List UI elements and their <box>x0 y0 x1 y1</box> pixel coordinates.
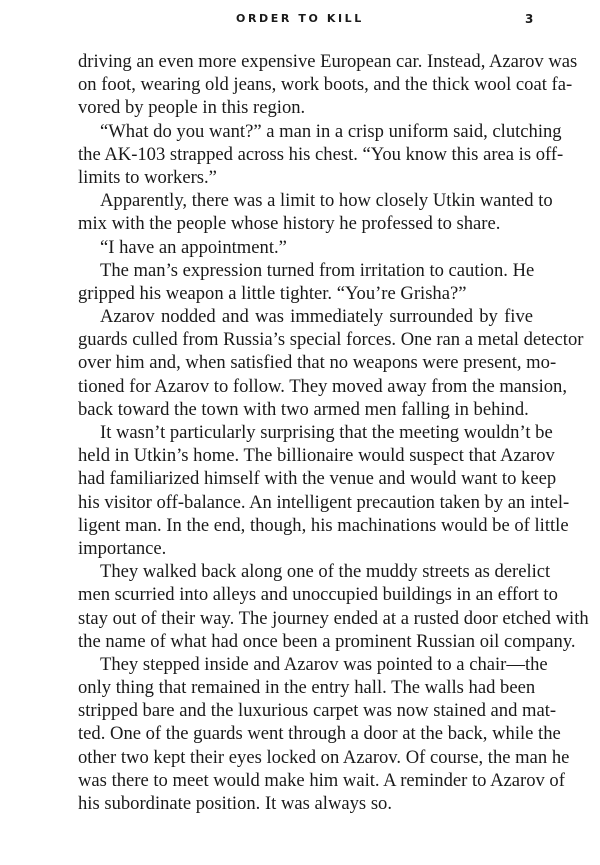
text-line: They stepped inside and Azarov was pointed to a chair—the <box>100 653 548 675</box>
page-number: 3 <box>525 12 534 26</box>
text-line: over him and, when satisfied that no weapons were present, mo- <box>78 352 557 374</box>
text-line: mix with the people whose history he professed to share. <box>78 213 501 235</box>
text-line: on foot, wearing old jeans, work boots, and the thick wool coat fa- <box>78 74 573 96</box>
text-line: vored by people in this region. <box>78 97 306 119</box>
text-line: back toward the town with two armed men falling in behind. <box>78 398 529 420</box>
text-line: Apparently, there was a limit to how closely Utkin wanted to <box>100 190 553 212</box>
text-line: had familiarized himself with the venue and would want to keep <box>78 468 557 490</box>
text-line: guards culled from Russia’s special forces. One ran a metal detector <box>78 329 584 351</box>
text-line: only thing that remained in the entry hall. The walls had been <box>78 677 536 699</box>
text-line: held in Utkin’s home. The billionaire would suspect that Azarov <box>78 445 555 467</box>
text-line: “What do you want?” a man in a crisp uniform said, clutching <box>100 120 562 142</box>
text-line: was there to meet would make him wait. A reminder to Azarov of <box>78 769 565 791</box>
text-line: other two kept their eyes locked on Azarov. Of course, the man he <box>78 746 570 768</box>
text-line: ligent man. In the end, though, his machinations would be of little <box>78 514 569 536</box>
text-line: tioned for Azarov to follow. They moved away from the mansion, <box>78 375 568 397</box>
text-line: men scurried into alleys and unoccupied buildings in an effort to <box>78 584 558 606</box>
text-line: The man’s expression turned from irritation to caution. He <box>100 259 535 281</box>
text-line: the name of what had once been a prominent Russian oil company. <box>78 630 576 652</box>
text-line: his visitor off-balance. An intelligent precaution taken by an intel- <box>78 491 570 513</box>
body-text <box>78 50 589 815</box>
text-line: ted. One of the guards went through a door at the back, while the <box>78 723 561 745</box>
text-line: driving an even more expensive European car. Instead, Azarov was <box>78 51 578 72</box>
text-line: limits to workers.” <box>78 166 217 188</box>
text-line: importance. <box>78 537 167 559</box>
text-line: They walked back along one of the muddy streets as derelict <box>100 561 551 583</box>
text-line: the AK-103 strapped across his chest. “You know this area is off- <box>78 143 564 165</box>
text-line: “I have an appointment.” <box>100 236 287 258</box>
running-title: ORDER TO KILL <box>236 12 364 25</box>
page-header <box>0 9 600 29</box>
text-line: Azarov nodded and was immediately surrounded by five <box>100 306 533 328</box>
text-line: stripped bare and the luxurious carpet was now stained and mat- <box>78 700 557 722</box>
text-line: his subordinate position. It was always so. <box>78 793 392 814</box>
text-line: gripped his weapon a little tighter. “You’re Grisha?” <box>78 282 467 304</box>
text-line: stay out of their way. The journey ended at a rusted door etched with <box>78 607 589 629</box>
text-line: It wasn’t particularly surprising that the meeting wouldn’t be <box>100 422 553 443</box>
